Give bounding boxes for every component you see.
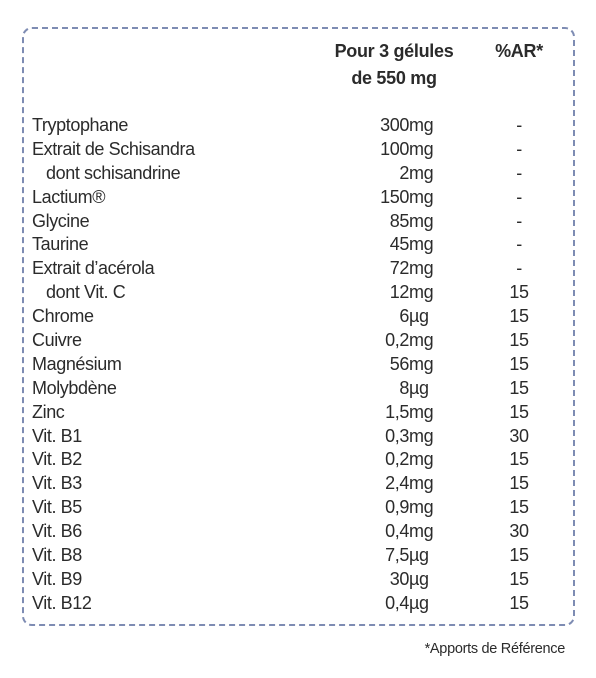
nutrient-unit: mg — [409, 401, 434, 422]
nutrient-unit: µg — [409, 306, 429, 327]
nutrient-ar-percent: - — [516, 162, 522, 183]
nutrient-ar-percent: - — [516, 234, 522, 255]
nutrient-ar-percent: - — [516, 258, 522, 279]
nutrient-name: Magnésium — [32, 353, 122, 374]
nutrient-unit: mg — [409, 521, 434, 542]
table-row — [24, 376, 573, 400]
quantity-header-line1: Pour 3 gélules — [334, 41, 454, 61]
nutrient-value: 12 — [389, 282, 409, 303]
nutrient-value: 0,3 — [385, 425, 409, 446]
nutrient-name: Vit. B6 — [32, 521, 82, 542]
table-row — [24, 543, 573, 567]
nutrient-unit: mg — [409, 473, 434, 494]
table-row — [24, 591, 573, 615]
nutrient-unit: mg — [409, 449, 434, 470]
nutrient-value: 56 — [389, 353, 409, 374]
table-row — [24, 495, 573, 519]
nutrient-ar-percent: - — [516, 115, 522, 135]
nutrient-ar-percent: 30 — [509, 425, 529, 446]
nutrient-name: Vit. B2 — [32, 449, 82, 470]
nutrient-unit: µg — [409, 545, 429, 566]
nutrient-value: 85 — [389, 210, 409, 231]
nutrient-value: 0,2 — [385, 330, 409, 351]
nutrient-ar-percent: 15 — [509, 592, 529, 613]
nutrient-ar-percent: 15 — [509, 330, 529, 351]
nutrient-unit: mg — [409, 234, 434, 255]
nutrient-rows — [24, 113, 573, 615]
nutrient-name: dont schisandrine — [46, 162, 181, 183]
nutrient-value: 300 — [380, 115, 409, 135]
nutrient-unit: mg — [409, 138, 434, 159]
nutrient-ar-percent: 30 — [509, 521, 529, 542]
table-row — [24, 280, 573, 304]
table-row — [24, 352, 573, 376]
nutrient-value: 0,4 — [385, 592, 409, 613]
nutrition-table-panel — [22, 27, 575, 626]
nutrient-ar-percent: 15 — [509, 282, 529, 303]
table-row — [24, 137, 573, 161]
nutrient-unit: mg — [409, 186, 434, 207]
nutrient-value: 0,4 — [385, 521, 409, 542]
nutrient-unit: mg — [409, 115, 434, 135]
nutrient-value: 0,9 — [385, 497, 409, 518]
table-row — [24, 328, 573, 352]
table-row — [24, 519, 573, 543]
nutrient-name: Cuivre — [32, 330, 82, 351]
nutrient-name: Molybdène — [32, 377, 117, 398]
table-row — [24, 471, 573, 495]
nutrient-unit: mg — [409, 210, 434, 231]
nutrient-name: Vit. B12 — [32, 592, 92, 613]
table-row — [24, 424, 573, 448]
table-row — [24, 209, 573, 233]
quantity-column-header — [324, 38, 464, 92]
nutrient-name: Vit. B3 — [32, 473, 82, 494]
nutrient-value: 0,2 — [385, 449, 409, 470]
nutrient-name: Glycine — [32, 210, 90, 231]
footnote: *Apports de Référence — [424, 641, 565, 657]
nutrient-unit: µg — [409, 592, 429, 613]
nutrient-name: Zinc — [32, 401, 65, 422]
nutrient-unit: mg — [409, 497, 434, 518]
nutrient-ar-percent: - — [516, 138, 522, 159]
table-row — [24, 232, 573, 256]
nutrient-name: Chrome — [32, 306, 94, 327]
nutrient-ar-percent: 15 — [509, 497, 529, 518]
nutrient-unit: mg — [409, 425, 434, 446]
quantity-header-line2: de 550 mg — [351, 68, 437, 88]
nutrient-name: dont Vit. C — [46, 282, 126, 303]
nutrient-ar-percent: 15 — [509, 401, 529, 422]
nutrient-unit: mg — [409, 353, 434, 374]
nutrient-value: 8 — [399, 377, 409, 398]
nutrient-value: 1,5 — [385, 401, 409, 422]
nutrient-unit: mg — [409, 162, 434, 183]
nutrient-value: 45 — [389, 234, 409, 255]
table-row — [24, 400, 573, 424]
table-row — [24, 113, 573, 137]
nutrient-ar-percent: 15 — [509, 568, 529, 589]
ar-column-header: %AR* — [495, 41, 543, 61]
nutrient-ar-percent: 15 — [509, 545, 529, 566]
table-row — [24, 447, 573, 471]
nutrient-value: 150 — [380, 186, 409, 207]
nutrient-unit: mg — [409, 258, 434, 279]
nutrient-ar-percent: 15 — [509, 377, 529, 398]
nutrient-unit: µg — [409, 377, 429, 398]
nutrient-value: 72 — [389, 258, 409, 279]
table-row — [24, 161, 573, 185]
nutrient-name: Extrait de Schisandra — [32, 138, 195, 159]
nutrient-name: Vit. B1 — [32, 425, 82, 446]
nutrient-name: Vit. B9 — [32, 568, 82, 589]
nutrient-ar-percent: 15 — [509, 449, 529, 470]
nutrient-value: 2 — [399, 162, 409, 183]
nutrient-value: 6 — [399, 306, 409, 327]
nutrient-ar-percent: 15 — [509, 353, 529, 374]
nutrient-name: Tryptophane — [32, 115, 128, 135]
nutrient-value: 2,4 — [385, 473, 409, 494]
nutrient-name: Lactium® — [32, 186, 106, 207]
nutrient-value: 30 — [389, 568, 409, 589]
nutrient-ar-percent: 15 — [509, 306, 529, 327]
table-row — [24, 185, 573, 209]
nutrient-ar-percent: 15 — [509, 473, 529, 494]
nutrient-name: Taurine — [32, 234, 89, 255]
table-row — [24, 304, 573, 328]
table-row — [24, 256, 573, 280]
nutrient-name: Vit. B8 — [32, 545, 82, 566]
nutrient-ar-percent: - — [516, 210, 522, 231]
nutrient-name: Extrait d’acérola — [32, 258, 155, 279]
nutrient-ar-percent: - — [516, 186, 522, 207]
nutrient-value: 7,5 — [385, 545, 409, 566]
nutrient-unit: mg — [409, 282, 434, 303]
nutrient-unit: µg — [409, 568, 429, 589]
nutrient-name: Vit. B5 — [32, 497, 82, 518]
table-row — [24, 567, 573, 591]
nutrient-unit: mg — [409, 330, 434, 351]
nutrient-value: 100 — [380, 138, 409, 159]
